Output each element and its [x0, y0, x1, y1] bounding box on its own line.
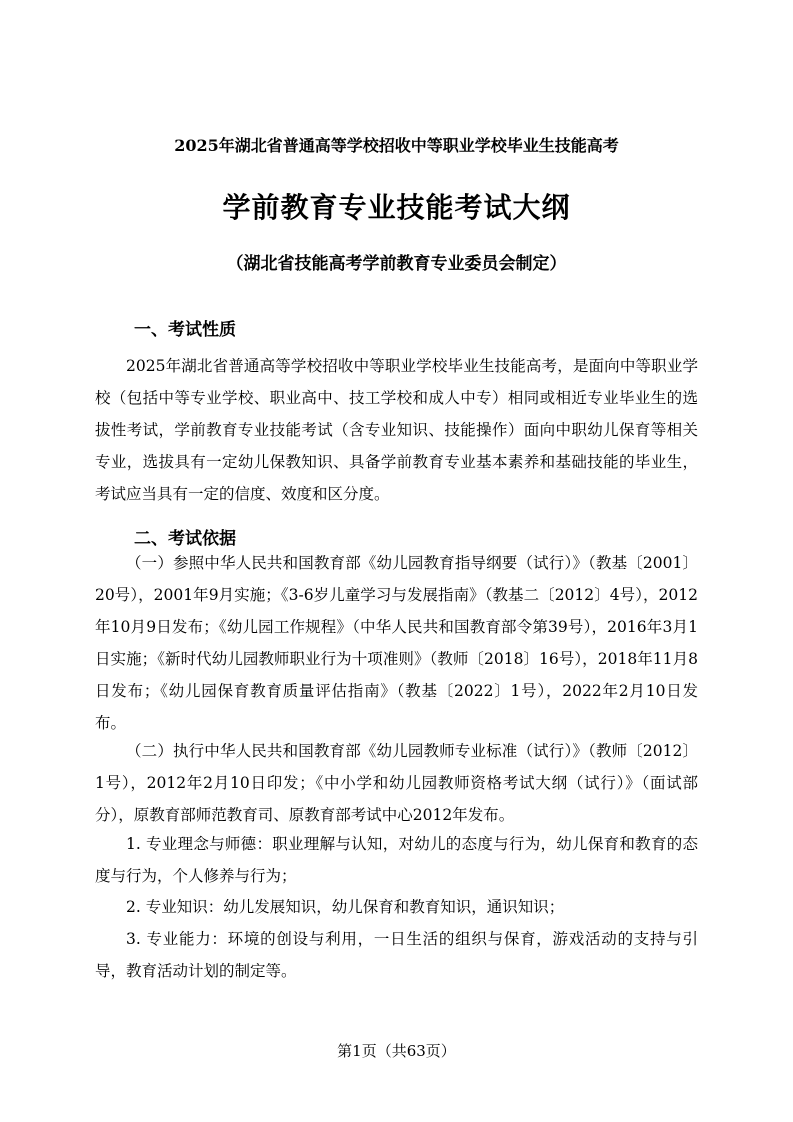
- section-heading-basis: 二、考试依据: [134, 529, 236, 549]
- page-number-footer: 第1页（共63页）: [337, 1042, 456, 1060]
- paragraph-item-1: 1. 专业理念与师德：职业理解与认知，对幼儿的态度与行为，幼儿保育和教育的态度与行为，个人修养与行为；: [95, 835, 698, 885]
- paragraph-item-2: 2. 专业知识：幼儿发展知识，幼儿保育和教育知识，通识知识；: [126, 898, 565, 916]
- document-header-line: 2025年湖北省普通高等学校招收中等职业学校毕业生技能高考: [174, 136, 619, 155]
- document-subtitle: （湖北省技能高考学前教育专业委员会制定）: [226, 254, 567, 274]
- paragraph-exam-nature: 2025年湖北省普通高等学校招收中等职业学校毕业生技能高考，是面向中等职业学校（包括中等专业学校、职业高中、技工学校和成人中专）相同或相近专业毕业生的选拔性考试，学前教育专业技能考试（含专业知识、技能操作）面向中职幼儿保育等相关专业，选拔具有一定幼儿保教知识、具备学前教育专业基本素养和基础技能的毕业生，考试应当具有一定的信度、效度和区分度。: [95, 357, 698, 503]
- paragraph-basis-1: （一）参照中华人民共和国教育部《幼儿园教育指导纲要（试行）》（教基〔2001〕20号），2001年9月实施；《3-6岁儿童学习与发展指南》（教基二〔2012〕4号），2012年10月9日发布；《幼儿园工作规程》（中华人民共和国教育部令第39号），2016年3月1日实施；《新时代幼儿园教师职业行为十项准则》（教师〔2018〕16号），2018年11月8日发布；《幼儿园保育教育质量评估指南》（教基〔2022〕1号），2022年2月10日发布。: [95, 554, 698, 732]
- section-heading-nature: 一、考试性质: [134, 320, 236, 340]
- document-main-title: 学前教育专业技能考试大纲: [222, 191, 571, 224]
- paragraph-item-3: 3. 专业能力：环境的创设与利用，一日生活的组织与保育，游戏活动的支持与引导，教育活动计划的制定等。: [95, 930, 698, 980]
- paragraph-basis-2: （二）执行中华人民共和国教育部《幼儿园教师专业标准（试行）》（教师〔2012〕1号），2012年2月10日印发；《中小学和幼儿园教师资格考试大纲（试行）》（面试部分），原教育部师范教育司、原教育部考试中心2012年发布。: [95, 742, 698, 824]
